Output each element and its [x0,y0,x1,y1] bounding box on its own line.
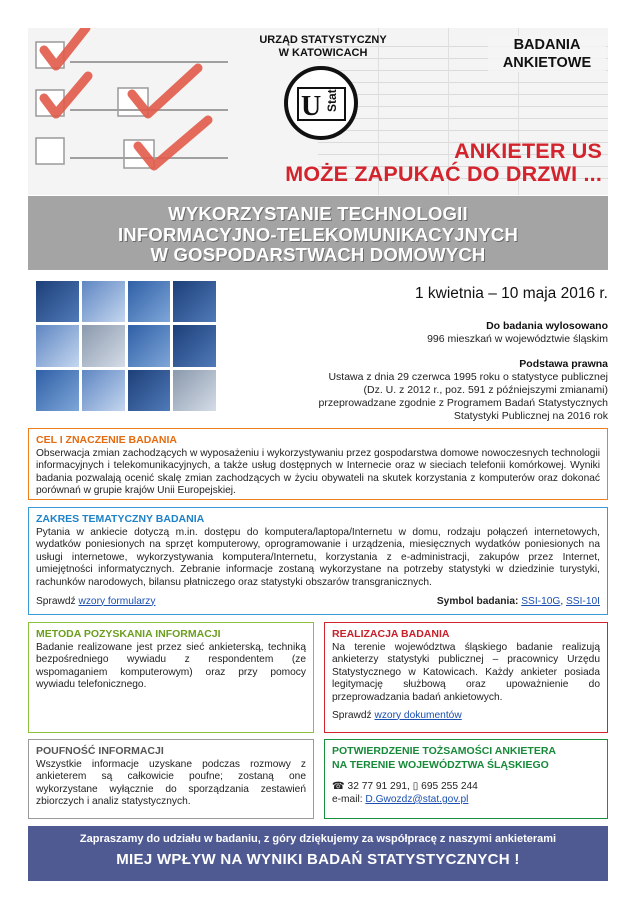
goal-text: Obserwacja zmian zachodzących w wyposażeniu i wykorzystywaniu przez gospodarstwa domowe nowoczesnych technologii informacyjnych i telekomunikacyjnych, a także usług dostępnych w Internecie oraz w sieciach telefonii komórkowej. Wyniki badania pozwalają ocenić skalę zmian zachodzących w życiu obywateli na skutek korzystania z komputerów oraz dokonać porównań w grupie krajów Unii Europejskiej. [36,447,600,497]
survey-date: 1 kwietnia – 10 maja 2016 r. [414,285,608,302]
scope-section [28,507,608,615]
footer-invitation: Zapraszamy do udziału w badaniu, z góry dziękujemy za współpracę z naszymi ankieterami [79,833,557,845]
legal-line-4: Statystyki Publicznej na 2016 rok [453,410,608,422]
footer-slogan: MIEJ WPŁYW NA WYNIKI BADAŃ STATYSTYCZNYCH ! [116,851,520,868]
confidentiality-section [28,739,314,819]
office-line-1: URZĄD STATYSTYCZNY [259,34,387,46]
method-section [28,622,314,733]
title-line-1: WYKORZYSTANIE TECHNOLOGII [168,203,468,224]
implementation-text: Na terenie województwa śląskiego badanie realizują ankieterzy statystyki publicznej – pracownicy Urzędu Statystycznego w Katowicach. Każdy ankieter posiada legitymację służbową oraz upoważnienie do przeprowadzania badań ankietowych. [332,641,600,703]
header-banner [28,28,608,195]
usb-plug-photo [128,281,171,322]
badania-line-1: BADANIA [513,37,581,53]
calculator-photo [128,370,171,411]
method-heading: METODA POZYSKANIA INFORMACJI [36,628,221,640]
phone-keypad-photo [36,370,79,411]
title-line-3: W GOSPODARSTWACH DOMOWYCH [150,244,486,265]
sample-label: Do badania wylosowano [486,320,608,332]
survey-type-label [488,36,606,72]
method-text: Badanie realizowane jest przez sieć ankieterską, techniką bezpośredniego wywiadu z respondentem (ze wspomaganiem komputerowym) oraz przy pomocy wywiadu telefonicznego. [36,641,306,691]
screen-photo [173,325,216,366]
goal-heading: CEL I ZNACZENIE BADANIA [36,434,177,446]
verification-heading-1: POTWIERDZENIE TOŻSAMOŚCI ANKIETERA [332,745,557,757]
scope-heading: ZAKRES TEMATYCZNY BADANIA [36,513,205,525]
logo-letter-u: U [301,91,322,122]
forms-prefix: Sprawdź [36,595,76,607]
phone-number-2: 695 255 244 [421,781,478,793]
sample-info [268,320,608,346]
office-line-2: W KATOWICACH [278,47,368,59]
email-link[interactable]: D.Gwozdz@stat.gov.pl [365,793,469,805]
scope-footer [36,596,600,609]
mobile-phone-icon: ▯ [412,781,419,793]
title-line-2: INFORMACYJNO-TELEKOMUNIKACYJNYCH [117,223,519,245]
verification-heading-2: NA TERENIE WOJEWÓDZTWA ŚLĄSKIEGO [332,758,549,771]
legal-line-2: (Dz. U. z 2012 r., poz. 591 z późniejszymi zmianami) [363,384,608,396]
ankieter-line-1: ANKIETER US [454,139,602,163]
phone-number-1: 32 77 91 291, [347,781,410,793]
ustat-logo [284,66,358,140]
ict-photo-mosaic [36,281,216,411]
device-photo [173,370,216,411]
headset-photo [82,325,125,366]
badania-line-2: ANKIETOWE [502,55,592,71]
symbol-label: Symbol badania: [436,595,519,607]
forms-line [36,596,155,609]
documents-prefix: Sprawdź [332,709,372,721]
laptop-photo [173,281,216,322]
office-name [243,34,403,60]
identity-verification-section [324,739,608,819]
confidentiality-heading: POUFNOŚĆ INFORMACJI [36,745,164,757]
survey-symbol [437,596,600,609]
documents-link[interactable]: wzory dokumentów [374,709,462,721]
checkbox-list-illustration [28,28,258,195]
legal-label: Podstawa prawna [519,358,608,370]
logo-word-stat: Stat [325,89,339,112]
circuit-photo [82,281,125,322]
email-line [332,794,600,807]
legal-line-1: Ustawa z dnia 29 czerwca 1995 roku o statystyce publicznej [328,371,608,383]
symbol-link-ssi10i[interactable]: SSI-10I [566,595,600,607]
survey-title-band [28,196,608,270]
scope-text: Pytania w ankiecie dotyczą m.in. dostępu do komputera/laptopa/Internetu w domu, rodzaju połączeń internetowych, wydatków poniesionych na sprzęt komputerowy, oprogramowanie i urządzenia, miesięcznych wydatków poniesionych na usługi internetowe, wykorzystywania komputera/Internetu, korzystania z e-administracji, zakupów przez Internet, umiejętności informatycznych. Zebranie informacje zostaną wykorzystane na potrzeby statystyki w dziedzinie turystyki, rachunków narodowych, bilansu płatniczego oraz statystyki obszarów transgranicznych. [36,526,600,588]
forms-link[interactable]: wzory formularzy [78,595,156,607]
interviewer-headline [285,140,602,186]
documents-line [332,710,600,723]
mouse-photo [128,325,171,366]
phone-icon: ☎ [332,781,345,793]
ustat-logo-icon [284,66,358,140]
keyboard-photo [36,281,79,322]
implementation-section [324,622,608,733]
symbol-link-ssi10g[interactable]: SSI-10G [521,595,561,607]
ankieter-line-2: MOŻE ZAPUKAĆ DO DRZWI ... [285,162,602,186]
sample-text: 996 mieszkań w województwie śląskim [427,333,608,345]
phone-line [332,781,600,794]
goal-section [28,428,608,500]
implementation-heading: REALIZACJA BADANIA [332,628,450,640]
cable-photo [36,325,79,366]
email-prefix: e-mail: [332,793,363,805]
legal-basis [268,358,608,423]
legal-line-3: przeprowadzane zgodnie z Programem Badań Statystycznych [318,397,608,409]
pen-photo [82,370,125,411]
confidentiality-text: Wszystkie informacje uzyskane podczas rozmowy z ankieterem są całkowicie poufne; zostaną one wykorzystane wyłącznie do sporządzania zestawień zbiorczych i analiz statystycznych. [36,758,306,808]
footer-banner [28,826,608,881]
symbol-separator: , [560,595,564,607]
